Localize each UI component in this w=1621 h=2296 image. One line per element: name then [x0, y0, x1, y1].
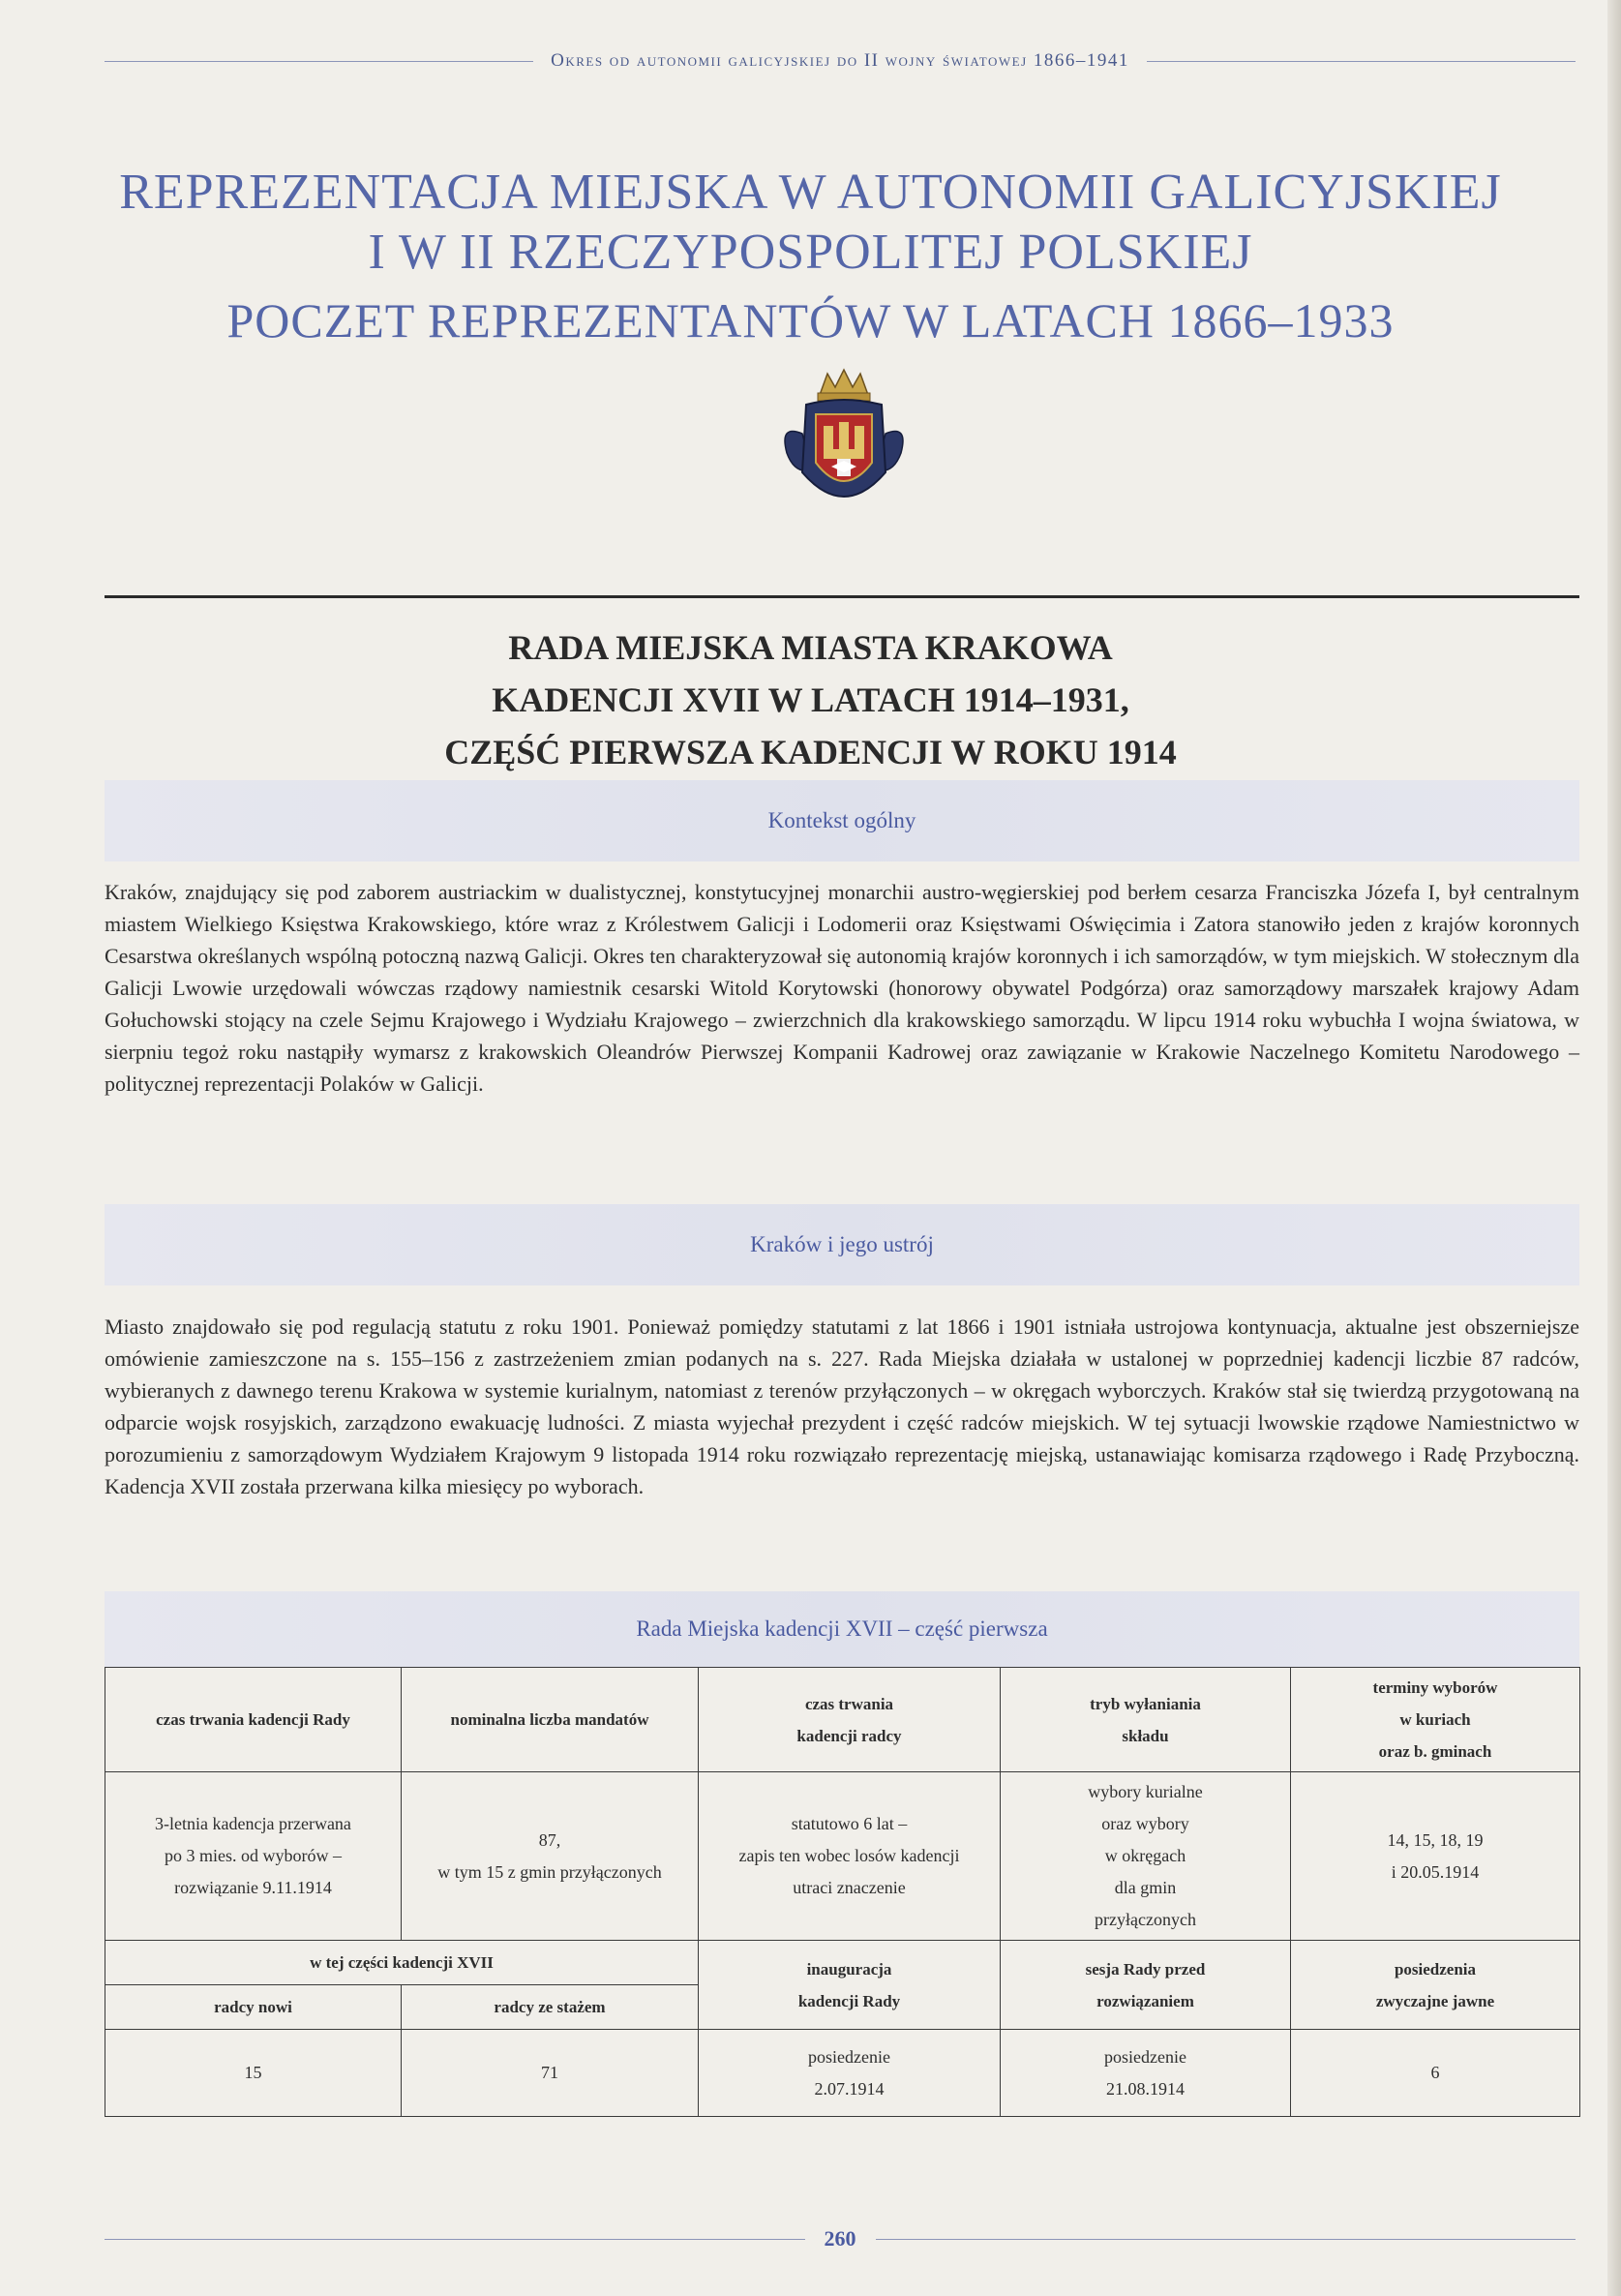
header-radcy-nowi: radcy nowi: [105, 1985, 402, 2030]
value-line: w tym 15 z gmin przyłączonych: [437, 1861, 662, 1882]
value-line: statutowo 6 lat –: [791, 1814, 908, 1833]
header-radcy-staz: radcy ze stażem: [402, 1985, 699, 2030]
value-line: w okręgach: [1104, 1846, 1186, 1865]
value-line: wybory kurialne: [1088, 1782, 1203, 1801]
header-posiedzenia-line: posiedzenia: [1394, 1959, 1477, 1979]
value-terminy: [1291, 1772, 1580, 1941]
value-mandaty: [402, 1772, 699, 1941]
council-table: [105, 1667, 1580, 2117]
value-line: 87,: [538, 1829, 561, 1850]
header-tryb: [1001, 1668, 1291, 1772]
header-sesja-line: rozwiązaniem: [1096, 1991, 1194, 2010]
main-title: [0, 163, 1621, 283]
header-terminy-line: oraz b. gminach: [1378, 1742, 1492, 1761]
value-inauguracja: [699, 2030, 1001, 2117]
value-radcy-nowi: 15: [105, 2030, 402, 2117]
main-title-line-2: I W II RZECZYPOSPOLITEJ POLSKIEJ: [368, 225, 1253, 280]
value-line: posiedzenie: [808, 2046, 890, 2067]
page-edge-shadow: [1607, 0, 1621, 2296]
header-rule-left: [105, 61, 533, 62]
krakow-coat-of-arms-icon: [773, 366, 915, 521]
header-posiedzenia-line: zwyczajne jawne: [1375, 1991, 1495, 2010]
value-sesja: [1001, 2030, 1291, 2117]
page-footer: [105, 2226, 1576, 2251]
value-line: posiedzenie: [1104, 2046, 1186, 2067]
header-terminy-line: w kuriach: [1399, 1710, 1471, 1729]
value-line: 21.08.1914: [1106, 2078, 1185, 2099]
value-czas-radcy: [699, 1772, 1001, 1941]
paragraph-kontekst: Kraków, znajdujący się pod zaborem austriackim w dualistycznej, konstytucyjnej monarchii austro-węgierskiej pod berłem cesarza Franciszka Józefa I, był centralnym miastem Wielkiego Księstwa Krakowskiego, które wraz z Królestwem Galicji i Lodomerii oraz Księstwami Oświęcimia i Zatora stanowiło jeden z krajów koronnych Cesarstwa określanych wspólną potoczną nazwą Galicji. Okres ten charakteryzował się autonomią krajów koronnych i ich samorządów, w tym miejskich. W stołecznym dla Galicji Lwowie urzędowali wówczas rządowy namiestnik cesarski Witold Korytowski (honorowy obywatel Podgórza) oraz samorządowy marszałek krajowy Adam Gołuchowski stojący na czele Sejmu Krajowego i Wydziału Krajowego – zwierzchnich dla krakowskiego samorządu. W lipcu 1914 roku wybuchła I wojna światowa, w sierpniu tegoż roku nastąpiły wymarsz z krakowskich Oleandrów Pierwszej Kompanii Kadrowej oraz zawiązanie w Krakowie Naczelnego Komitetu Narodowego – politycznej reprezentacji Polaków w Galicji.: [105, 880, 1579, 1096]
band-kontekst: Kontekst ogólny: [105, 780, 1579, 861]
section-title-line-2: KADENCJI XVII W LATACH 1914–1931,: [492, 680, 1129, 719]
header-czas-radcy-line: czas trwania: [804, 1694, 894, 1713]
running-header-text: Okres od autonomii galicyjskiej do II wojny światowej 1866–1941: [551, 50, 1129, 71]
header-czas-radcy: [699, 1668, 1001, 1772]
running-header: [105, 50, 1576, 72]
header-rule-right: [1147, 61, 1576, 62]
value-line: oraz wybory: [1101, 1814, 1189, 1833]
value-line: dla gmin: [1114, 1878, 1177, 1897]
value-line: 2.07.1914: [814, 2078, 885, 2099]
main-title-line-1: REPREZENTACJA MIEJSKA W AUTONOMII GALICYJSKIEJ: [119, 165, 1502, 220]
header-inauguracja-line: kadencji Rady: [797, 1991, 901, 2010]
header-tryb-line: składu: [1122, 1726, 1169, 1745]
value-line: 3-letnia kadencja przerwana: [155, 1814, 351, 1833]
header-terminy: [1291, 1668, 1580, 1772]
header-tryb-line: tryb wyłaniania: [1090, 1694, 1201, 1713]
footer-rule-left: [105, 2239, 805, 2240]
section-divider: [105, 595, 1579, 598]
value-line: utraci znaczenie: [793, 1878, 906, 1897]
paragraph-ustroj: Miasto znajdowało się pod regulacją statutu z roku 1901. Ponieważ pomiędzy statutami z lat 1866 i 1901 istniała ustrojowa kontynuacja, aktualne jest obszerniejsze omówienie zamieszczone na s. 155–156 z zastrzeżeniem zmian podanych na s. 227. Rada Miejska działała w ustalonej w poprzedniej kadencji liczbie 87 radców, wybieranych z dawnego terenu Krakowa w systemie kurialnym, natomiast z terenów przyłączonych – w okręgach wyborczych. Kraków stał się twierdzą przygotowaną na odparcie wojsk rosyjskich, zarządzono ewakuację ludności. Z miasta wyjechał prezydent i część radców miejskich. W tej sytuacji lwowskie rządowe Namiestnictwo w porozumieniu z samorządowym Wydziałem Krajowym 9 listopada 1914 roku rozwiązało reprezentację miejską, ustanawiając komisarza rządowego i Radę Przyboczną. Kadencja XVII została przerwana kilka miesięcy po wyborach.: [105, 1314, 1579, 1498]
footer-rule-right: [876, 2239, 1576, 2240]
section-title-line-1: RADA MIEJSKA MIASTA KRAKOWA: [508, 628, 1113, 667]
header-posiedzenia: [1291, 1941, 1580, 2030]
value-line: przyłączonych: [1095, 1910, 1196, 1929]
value-radcy-staz: 71: [402, 2030, 699, 2117]
header-sesja-line: sesja Rady przed: [1085, 1959, 1206, 1979]
header-czas-radcy-line: kadencji radcy: [796, 1726, 902, 1745]
page-number: 260: [824, 2226, 856, 2251]
value-line: rozwiązanie 9.11.1914: [174, 1878, 332, 1897]
header-inauguracja-line: inauguracja: [806, 1959, 892, 1979]
value-czas-rady: [105, 1772, 402, 1941]
value-line: 14, 15, 18, 19: [1387, 1829, 1484, 1850]
value-line: i 20.05.1914: [1391, 1861, 1480, 1882]
value-posiedzenia: 6: [1291, 2030, 1580, 2117]
value-tryb: [1001, 1772, 1291, 1941]
header-czas-rady: czas trwania kadencji Rady: [105, 1668, 402, 1772]
band-ustroj: Kraków i jego ustrój: [105, 1204, 1579, 1285]
header-mandaty: nominalna liczba mandatów: [402, 1668, 699, 1772]
value-line: zapis ten wobec losów kadencji: [738, 1846, 960, 1865]
header-inauguracja: [699, 1941, 1001, 2030]
section-title: [0, 621, 1621, 778]
sub-title: POCZET REPREZENTANTÓW W LATACH 1866–1933: [226, 293, 1395, 347]
value-line: po 3 mies. od wyborów –: [165, 1846, 342, 1865]
header-sesja: [1001, 1941, 1291, 2030]
header-terminy-line: terminy wyborów: [1372, 1678, 1498, 1697]
section-title-line-3: CZĘŚĆ PIERWSZA KADENCJI W ROKU 1914: [444, 733, 1177, 771]
band-rada: Rada Miejska kadencji XVII – część pierwsza: [105, 1591, 1579, 1667]
header-w-tej-czesci: w tej części kadencji XVII: [105, 1941, 699, 1985]
